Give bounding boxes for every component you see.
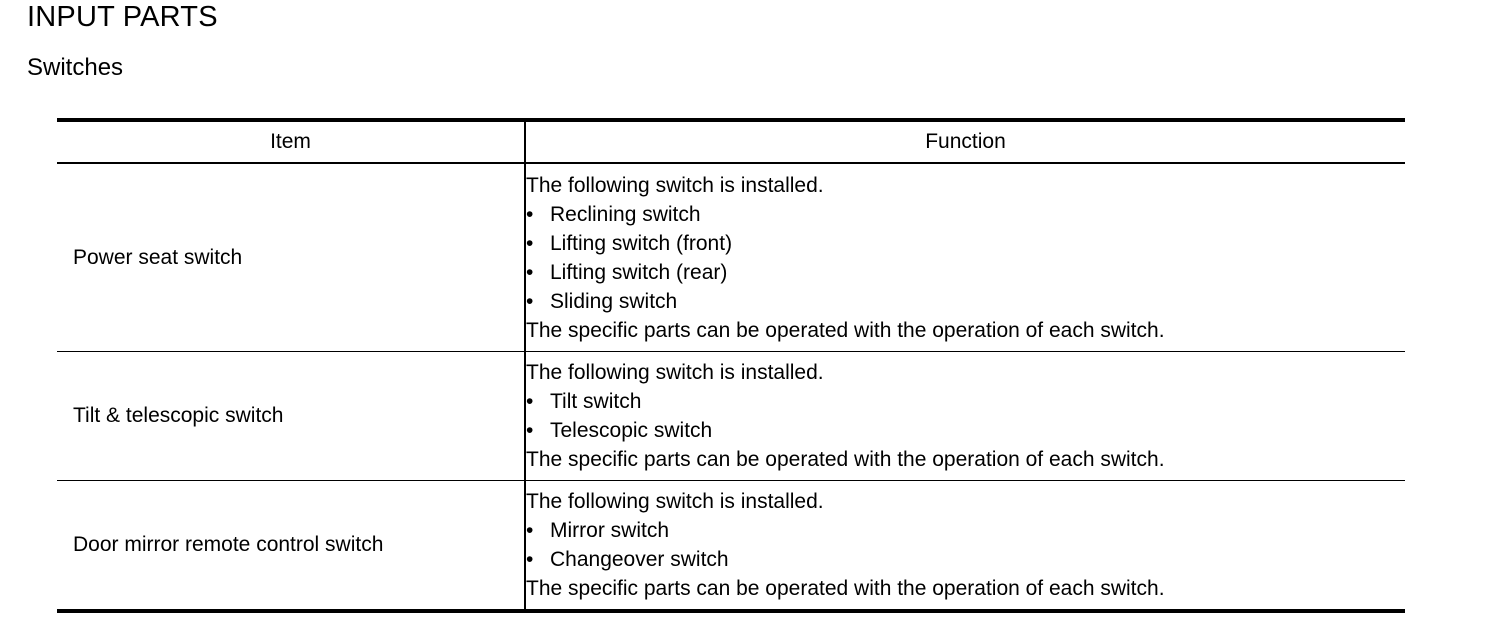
section-title: Switches	[27, 54, 124, 81]
switches-table	[57, 118, 1405, 613]
function-outro: The specific parts can be operated with the operation of each switch.	[526, 318, 1165, 342]
bullet-text: Reclining switch	[550, 202, 701, 226]
table-row	[57, 163, 1405, 352]
bullet-text: Mirror switch	[550, 519, 669, 542]
bullet-item	[526, 287, 1405, 316]
bullet-item	[526, 416, 1405, 445]
function-intro: The following switch is installed.	[526, 361, 824, 384]
function-cell	[525, 163, 1405, 352]
function-outro: The specific parts can be operated with the operation of each switch.	[526, 448, 1165, 471]
function-cell	[525, 352, 1405, 481]
bullet-text: Lifting switch (rear)	[550, 260, 728, 284]
bullet-icon: •	[526, 260, 534, 284]
item-cell: Power seat switch	[57, 163, 525, 352]
bullet-text: Lifting switch (front)	[550, 231, 733, 255]
bullet-text: Tilt switch	[550, 390, 642, 413]
function-intro: The following switch is installed.	[526, 173, 824, 197]
bullet-text: Sliding switch	[550, 289, 678, 313]
bullet-icon: •	[526, 202, 534, 226]
item-column-header: Item	[57, 120, 525, 163]
bullet-item	[526, 545, 1405, 574]
page-title: INPUT PARTS	[27, 1, 218, 33]
bullet-icon: •	[526, 231, 534, 255]
function-column-header: Function	[525, 120, 1405, 163]
function-outro: The specific parts can be operated with the operation of each switch.	[526, 577, 1165, 600]
bullet-text: Changeover switch	[550, 548, 729, 571]
bullet-item	[526, 387, 1405, 416]
item-cell: Door mirror remote control switch	[57, 481, 525, 612]
table-row	[57, 481, 1405, 612]
bullet-text: Telescopic switch	[550, 419, 713, 442]
bullet-item	[526, 516, 1405, 545]
bullet-icon: •	[526, 390, 534, 413]
table-header-row	[57, 120, 1405, 163]
function-cell	[525, 481, 1405, 612]
bullet-item	[526, 229, 1405, 258]
bullet-icon: •	[526, 519, 534, 542]
bullet-icon: •	[526, 419, 534, 442]
item-cell: Tilt & telescopic switch	[57, 352, 525, 481]
bullet-item	[526, 258, 1405, 287]
bullet-icon: •	[526, 548, 534, 571]
table-row	[57, 352, 1405, 481]
bullet-icon: •	[526, 289, 534, 313]
bullet-item	[526, 200, 1405, 229]
function-intro: The following switch is installed.	[526, 490, 824, 513]
